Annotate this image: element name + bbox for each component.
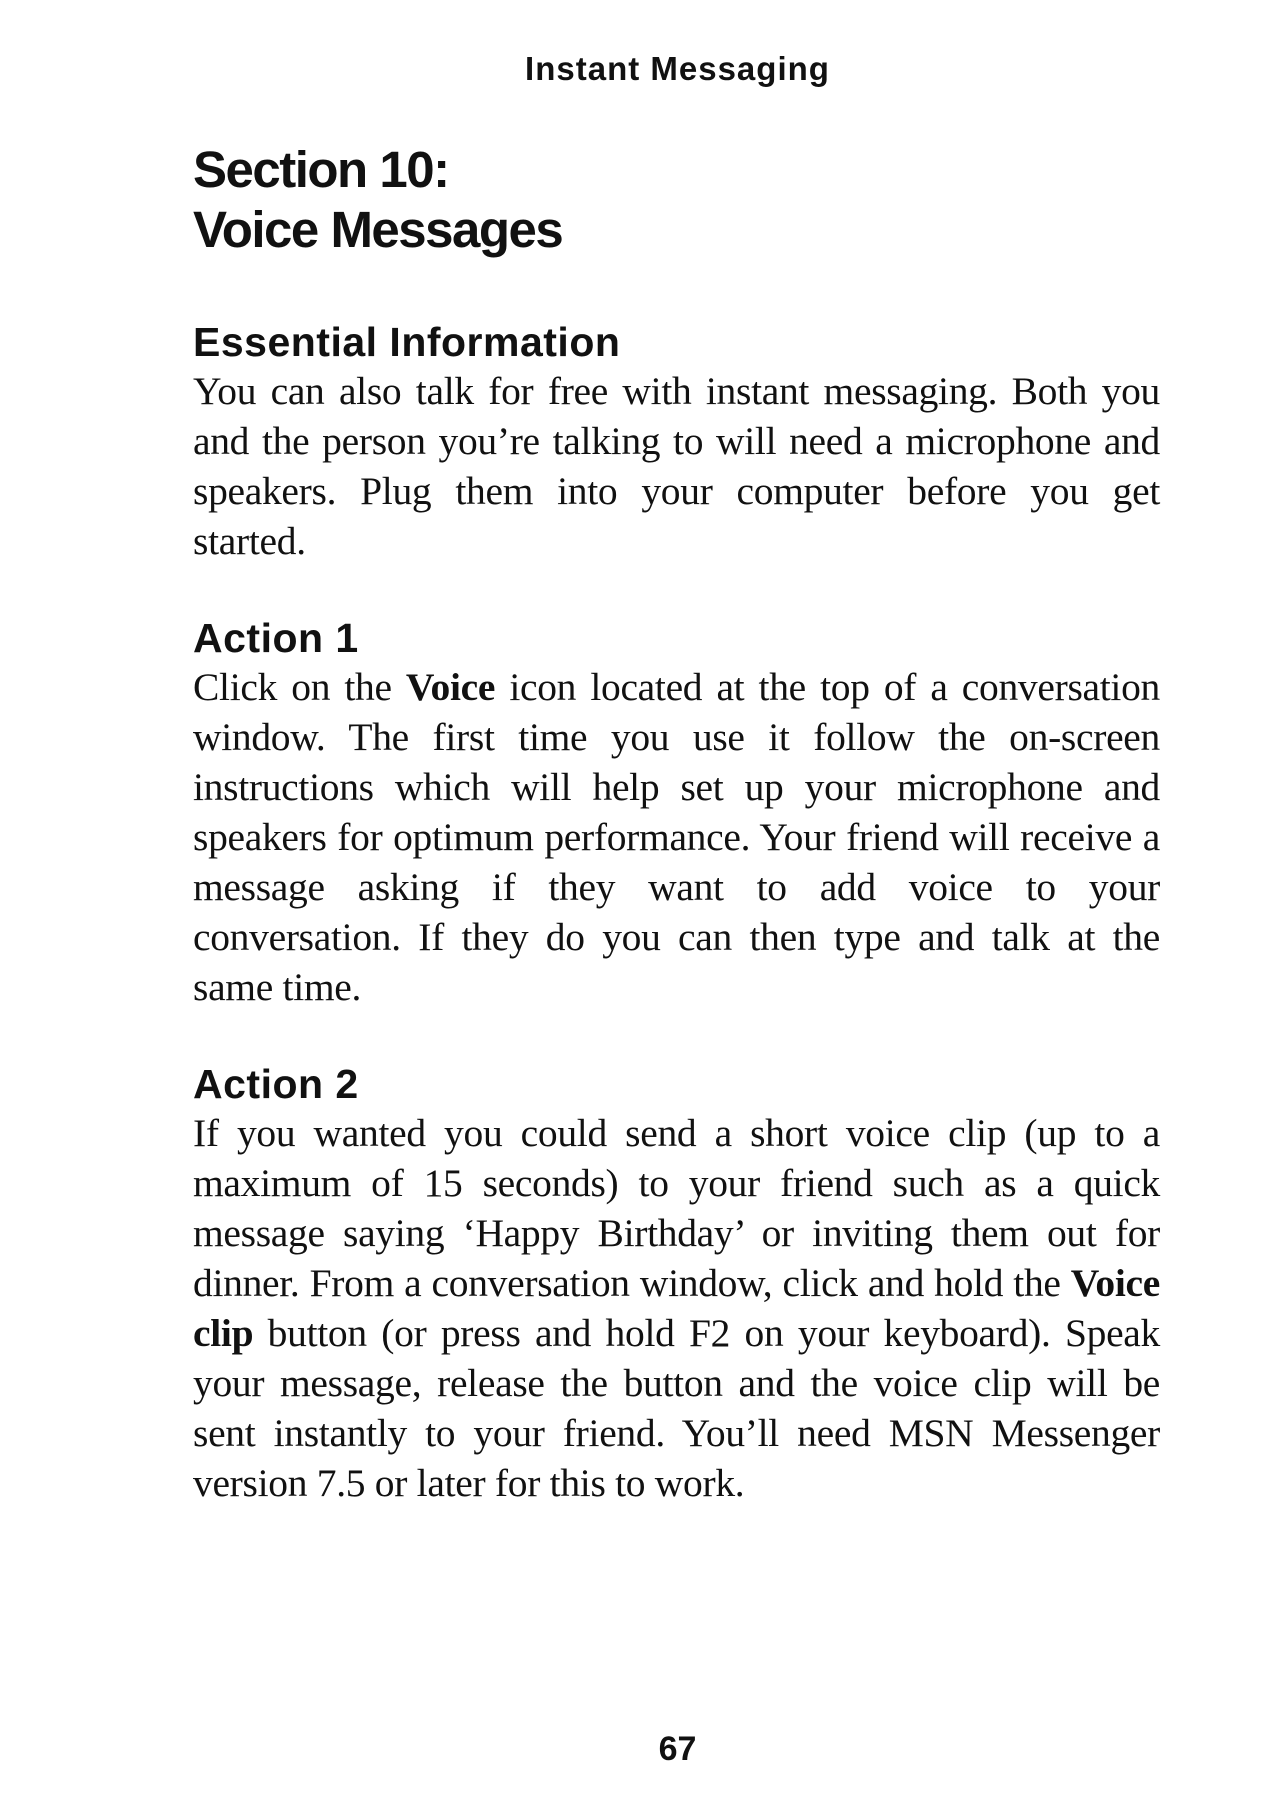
essential-information-heading: Essential Information: [193, 319, 621, 365]
action-2-heading: Action 2: [193, 1061, 359, 1107]
essential-information-paragraph: You can also talk for free with instant messaging. Both you and the person you’re talking to will need a microphone and speakers. Plug them into your computer before you get started.: [193, 369, 1160, 563]
page-content: [193, 140, 1160, 1508]
action-1-text-before: Click on the: [193, 665, 406, 709]
action-2-paragraph: [193, 1108, 1160, 1508]
section-title: [193, 140, 1160, 260]
voice-term: Voice: [405, 665, 496, 709]
running-head: Instant Messaging: [525, 50, 830, 87]
section-name: Voice Messages: [193, 201, 563, 258]
voice-clip-term: Voice clip: [193, 1261, 1160, 1355]
page-number: 67: [658, 1730, 697, 1768]
action-1-text-after: icon located at the top of a conversation window. The first time you use it follow the on-screen instructions which will help set up your microphone and speakers for optimum performance. Your friend will receive a message asking if they want to add voice to your conversation. If they do you can then type and talk at the same time.: [193, 665, 1161, 1009]
section-number: Section 10:: [193, 141, 449, 198]
action-2-text-after: button (or press and hold F2 on your keyboard). Speak your message, release the button and the voice clip will be sent instantly to your friend. You’ll need MSN Messenger version 7.5 or later for this to work.: [193, 1311, 1160, 1505]
action-1-paragraph: [193, 662, 1160, 1012]
action-2-text-before: If you wanted you could send a short voice clip (up to a maximum of 15 seconds) to your friend such as a quick message saying ‘Happy Birthday’ or inviting them out for dinner. From a conversation window, click and hold the: [193, 1111, 1160, 1305]
action-1-heading: Action 1: [193, 615, 359, 661]
